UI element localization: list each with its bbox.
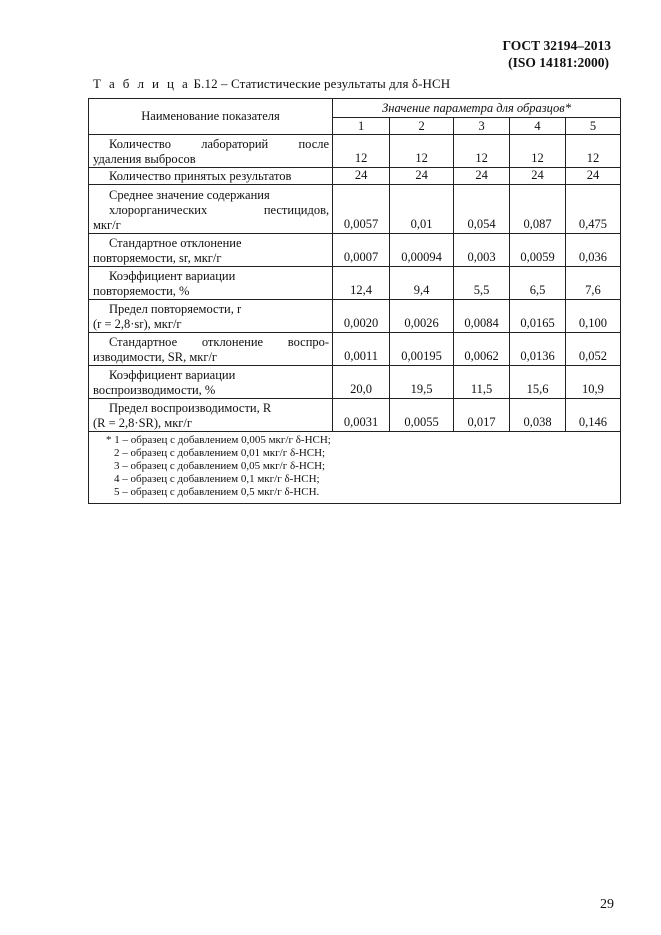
table-cell: 11,5 [454,366,510,399]
table-cell: 0,0007 [333,234,390,267]
table-cell: 9,4 [390,267,454,300]
table-cell: 0,0020 [333,300,390,333]
row-name-line: Коэффициент вариации [109,368,236,382]
footnote-line: 3 – образец с добавлением 0,05 мкг/г δ-HCH; [114,460,326,472]
row-name [89,333,333,366]
row-name-line: Стандартное отклонение [109,236,242,250]
column-header-name: Наименование показателя [89,99,333,135]
table-cell: 0,0055 [390,399,454,432]
footnote-line: 2 – образец с добавлением 0,01 мкг/г δ-HCH; [114,447,326,459]
table-cell: 0,052 [565,333,620,366]
column-header-5: 5 [565,118,620,135]
table-cell: 0,0165 [510,300,566,333]
row-name [89,300,333,333]
table-cell: 0,038 [510,399,566,432]
row-name-line: повторяемости, % [93,284,190,298]
table-cell: 0,00195 [390,333,454,366]
table-cell: 12 [565,135,620,168]
table-cell: 24 [454,168,510,185]
table-cell: 0,0059 [510,234,566,267]
table-row [89,234,621,267]
table-cell: 6,5 [510,267,566,300]
table-row [89,399,621,432]
row-name-line: хлорорганических пестицидов, [109,203,330,217]
table-cell: 0,01 [390,185,454,234]
table-cell: 7,6 [565,267,620,300]
table-row [89,185,621,234]
row-name-line: (R = 2,8·SR), мкг/г [93,416,192,430]
table-cell: 15,6 [510,366,566,399]
row-name [89,185,333,234]
table-caption-text: Б.12 – Статистические результаты для δ-HCH [190,76,451,91]
table-cell: 0,017 [454,399,510,432]
document-standard-number: ГОСТ 32194–2013 [502,38,611,53]
table-cell: 20,0 [333,366,390,399]
row-name-line: повторяемости, sr, мкг/г [93,251,222,265]
table-footnote [89,432,621,504]
row-name [89,135,333,168]
column-header-4: 4 [510,118,566,135]
table-cell: 0,146 [565,399,620,432]
table-cell: 5,5 [454,267,510,300]
table-cell: 10,9 [565,366,620,399]
table-row [89,333,621,366]
table-cell: 0,0136 [510,333,566,366]
table-row [89,267,621,300]
row-name [89,267,333,300]
table-row [89,366,621,399]
table-row [89,300,621,333]
table-cell: 0,054 [454,185,510,234]
table-cell: 12 [333,135,390,168]
table-cell: 0,0062 [454,333,510,366]
column-group-header: Значение параметра для образцов* [333,99,621,118]
table-cell: 0,0011 [333,333,390,366]
column-header-1: 1 [333,118,390,135]
table-cell: 0,0057 [333,185,390,234]
footnote-line: * 1 – образец с добавлением 0,005 мкг/г δ-HCH; [106,434,331,446]
table-cell: 0,0026 [390,300,454,333]
table-cell: 0,00094 [390,234,454,267]
row-name [89,168,333,185]
table-caption [93,76,450,92]
table-cell: 12 [510,135,566,168]
row-name-line: Количество принятых результатов [109,169,292,183]
table-cell: 12,4 [333,267,390,300]
table-row [89,168,621,185]
table-cell: 24 [565,168,620,185]
table-cell: 0,003 [454,234,510,267]
table-notes-row [89,432,621,504]
row-name-line: Предел воспроизводимости, R [109,401,272,415]
table-cell: 12 [454,135,510,168]
table-cell: 19,5 [390,366,454,399]
row-name-line: воспроизводимости, % [93,383,216,397]
row-name-line: удаления выбросов [93,152,196,166]
table-cell: 0,036 [565,234,620,267]
column-header-2: 2 [390,118,454,135]
row-name-line: Стандартное отклонение воспро- [109,335,330,349]
row-name-line: мкг/г [93,218,121,232]
table-row [89,135,621,168]
table-cell: 12 [390,135,454,168]
table-header-row [89,99,621,118]
table-cell: 0,100 [565,300,620,333]
table-cell: 0,0084 [454,300,510,333]
row-name-line: Коэффициент вариации [109,269,236,283]
row-name-line: Предел повторяемости, r [109,302,242,316]
table-cell: 24 [390,168,454,185]
footnote-line: 5 – образец с добавлением 0,5 мкг/г δ-HCH. [114,486,320,498]
row-name-line: Среднее значение содержания [109,188,270,202]
table-cell: 0,0031 [333,399,390,432]
table-caption-label: Т а б л и ц а [93,76,191,91]
row-name [89,234,333,267]
row-name-line: Количество лабораторий после [109,137,330,151]
statistics-table [88,98,621,504]
row-name [89,399,333,432]
document-iso-reference: (ISO 14181:2000) [508,55,609,70]
table-cell: 0,087 [510,185,566,234]
footnote-line: 4 – образец с добавлением 0,1 мкг/г δ-HCH; [114,473,320,485]
row-name-line: (r = 2,8·sr), мкг/г [93,317,182,331]
table-cell: 24 [333,168,390,185]
table-cell: 24 [510,168,566,185]
row-name [89,366,333,399]
page-number: 29 [600,897,614,912]
table-cell: 0,475 [565,185,620,234]
column-header-3: 3 [454,118,510,135]
row-name-line: изводимости, SR, мкг/г [93,350,218,364]
